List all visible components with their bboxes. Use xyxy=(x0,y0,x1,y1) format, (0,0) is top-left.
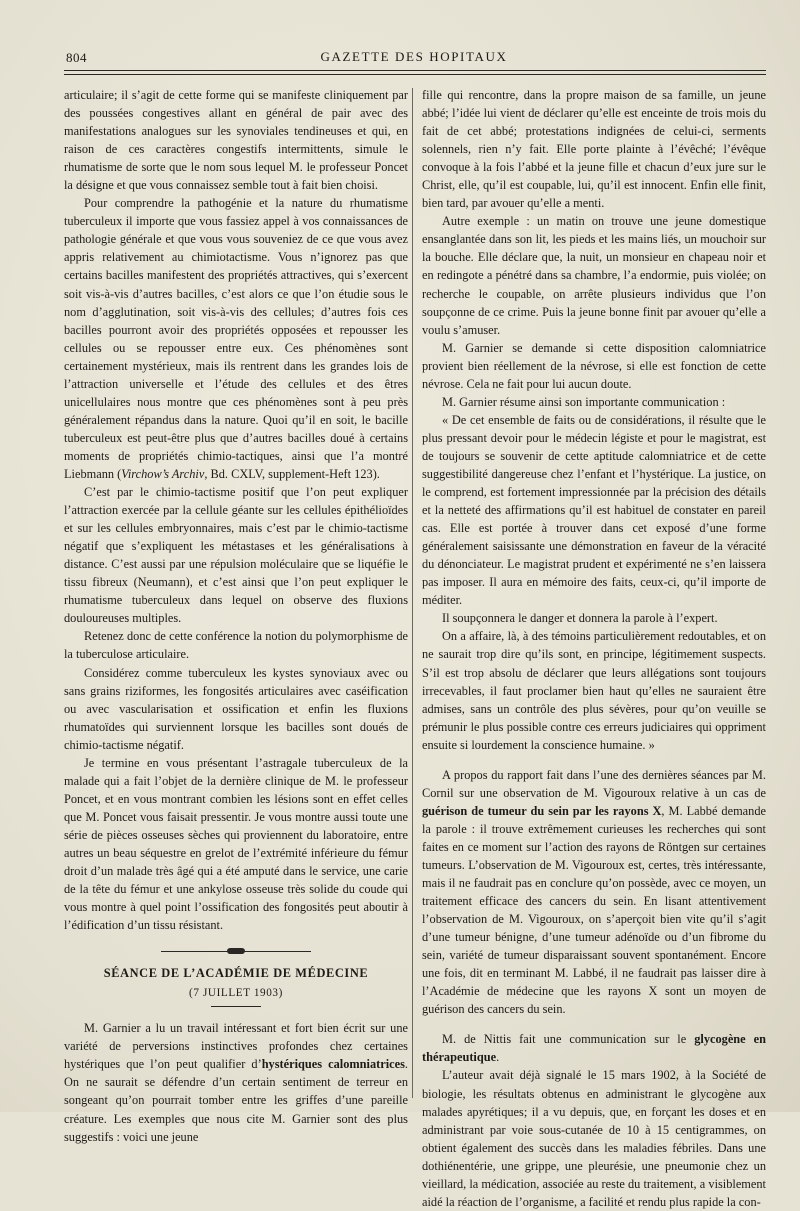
paragraph: fille qui rencontre, dans la propre maison de sa famille, un jeune abbé; l’idée lui vient de déclarer qu’elle est enceinte de trois mois du fait de cet abbé; protestations indignées de celui-ci, serments solennels, rien n’y fait. Elle porte plainte à l’évêché; l’évêque convoque à la fois l’abbé et la jeune fille et chacun d’eux jure sur le Christ, elle, qu’il est coupable, lui, qu’il est innocent. Enfin elle finit, bien tard, par avouer qu’elle a menti. xyxy=(422,88,766,211)
bold-term: hystériques calomniatrices xyxy=(261,1057,405,1072)
paragraph-text: A propos du rapport fait dans l’une des dernières séances par M. Cornil sur une observation de M. Vigouroux relative à un cas de xyxy=(422,767,766,800)
paragraph-text: M. Garnier a lu un travail intéressant et fort bien écrit sur une variété de perversions instinctives profondes chez certaines hystériques que l’on peut qualifier d’ xyxy=(64,1021,408,1072)
section-heading: SÉANCE DE L’ACADÉMIE DE MÉDECINE xyxy=(103,966,369,981)
journal-citation: Virchow’s Archiv xyxy=(121,466,205,481)
paragraph-text: . xyxy=(496,1050,500,1065)
bold-term: glycogène en thérapeutique xyxy=(422,1032,766,1065)
paragraph-text: M. de Nittis fait une communication sur le xyxy=(442,1032,695,1047)
header-double-rule xyxy=(64,70,766,75)
paragraph-gap xyxy=(422,754,766,766)
paragraph: articulaire; il s’agit de cette forme qui se manifeste cliniquement par des poussées congestives allant en général de pair avec des manifestations analogues sur les synoviales tendineuses et qui, en raison de ces caractères congestifs intermittents, simule le rhumatisme de sorte que le nom sous lequel M. le professeur Poncet la désigne et que vous connaissez semble tout à fait bien choisi. xyxy=(64,88,408,193)
paragraph: C’est par le chimio-tactisme positif que l’on peut expliquer l’attraction exercée par la cellule géante sur les cellules épithélioïdes et sur les cellules embryonnaires, mais c’est par le chimio-tactisme négatif que s’expliquent les métastases et les généralisations à distance. C’est aussi par une répulsion moléculaire que se liquéfie le tissu fibreux (Neumann), et c’est ainsi que l’on peut expliquer le rhumatisme tuberculeux dans lequel on observe des fluxions douloureuses multiples. xyxy=(64,485,408,626)
right-column xyxy=(422,86,766,1211)
paragraph-gap xyxy=(422,1018,766,1030)
page-number: 804 xyxy=(66,50,87,65)
small-rule xyxy=(211,1006,261,1007)
paragraph xyxy=(422,766,766,1019)
section-separator xyxy=(161,948,311,954)
paragraph-text: , M. Labbé demande la parole : il trouve extrêmement curieuses les recherches qui sont faites en ce moment sur l’action des rayons de Röntgen sur certaines tumeurs. L’observation de M. Vigouroux est, certes, très intéressante, mais il ne faudrait pas en conclure qu’on possède, avec ce moyen, un traitement efficace des cancers du sein. En lisant attentivement l’observation de M. Vigouroux, on s’aperçoit bien vite qu’il s’agit d’une tumeur bénigne, d’une tumeur adénoïde ou d’un fibrome du sein, variété de tumeur disparaissant souvent spontanément. Encore une fois, dit en terminant M. Labbé, il ne faudrait pas laisser dire à l’Académie de médecine que les rayons X sont un moyen de guérison des cancers du sein. xyxy=(422,803,766,1017)
paragraph xyxy=(422,1030,766,1066)
paragraph-text: , Bd. CXLV, supplement-Heft 123). xyxy=(204,466,380,481)
paragraph xyxy=(64,194,408,483)
paragraph: Retenez donc de cette conférence la notion du polymorphisme de la tuberculose articulaire. xyxy=(64,629,408,662)
paragraph-text: Pour comprendre la pathogénie et la nature du rhumatisme tuberculeux il importe que vous fassiez appel à vos connaissances de pathologie générale et que vous vous souveniez de ce que vous avez appris relativement au chimiotactisme. Vous n’ignorez pas que certains bacilles manifestent des propriétés attractives, qui s’exercent soit vis-à-vis d’autres bacilles, c’est alors ce que l’on étudie sous le nom d’agglutination, soit vis-à-vis des cellules; d’autres fois ces bacilles pourront avoir des propriétés opposées et repousser les cellules ou se repousser entre eux. Ces phénomènes sont certainement mystérieux, mais ils rentrent dans les grandes lois de l’attraction universelle et l’étude des cellules et des êtres unicellulaires nous montre que ces phénomènes sont à peu près généralement répandus dans la nature. Quoi qu’il en soit, le bacille tuberculeux est peut-être plus que d’autres bacilles doué à certains moments de propriétés chimio-tactiques, ainsi que l’a montré Liebmann ( xyxy=(64,196,408,481)
paragraph-text: . On ne saurait se défendre d’un certain sentiment de terreur en songeant qu’on pourrait tomber entre les griffes d’une pareille créature. Les exemples que nous cite M. Garnier sont des plus suggestifs : voici une jeune xyxy=(64,1057,408,1144)
paragraph: L’auteur avait déjà signalé le 15 mars 1902, à la Société de biologie, les résultats obtenus en administrant le glycogène aux malades apyrétiques; il a vu depuis, que, en forçant les doses et en administrant par voie sous-cutanée de 10 à 15 centigrammes, on obtient également des succès dans les maladies fébriles. Dans une dothiénentérie, une grippe, une pleurésie, une pneumonie chez un vieillard, la médication, associée au reste du traitement, a visiblement aidé la réaction de l’organisme, a facilité et rendu plus rapide la con- xyxy=(422,1068,766,1209)
paragraph xyxy=(64,1019,408,1145)
quotation: On a affaire, là, à des témoins particulièrement redoutables, et on ne saurait trop dire qu’ils sont, en principe, légitimement suspects. S’il est trop absolu de déclarer que leurs allégations sont toujours irrecevables, il faut proclamer bien haut qu’elles ne sauraient être admises, sans un contrôle des plus sévères, pour qu’on veuille se prémunir le plus possible contre ces erreurs judiciaires qui oppriment ensuite si lourdement la conscience humaine. » xyxy=(422,629,766,752)
paragraph: M. Garnier se demande si cette disposition calomniatrice provient bien réellement de la névrose, si elle est fonction de cette névrose. Cela ne fait pour lui aucun doute. xyxy=(422,340,766,391)
quotation: « De cet ensemble de faits ou de considérations, il résulte que le plus pressant devoir pour le médecin légiste et pour le magistrat, est de toujours se souvenir de cette aptitude calomniatrice et de cette suggestibilité dangereuse chez l’enfant et l’hystérique. La justice, on le comprend, est fortement impressionnée par la précision des détails et la netteté des affirmations qu’il est habituel de constater en pareil cas. Elle est portée à trouver dans cet exposé d’une forme généralement saisissante une démonstration en faveur de la véracité du dénonciateur. Le magistrat prudent et expérimenté ne s’en laissera pas imposer. Il aura en mémoire des faits, ceux-ci, qu’il importe de méditer. xyxy=(422,412,766,608)
column-divider xyxy=(412,88,413,1098)
paragraph: Je termine en vous présentant l’astragale tuberculeux de la malade qui a fait l’objet de la dernière clinique de M. le professeur Poncet, et en vous montrant combien les lésions sont en effet celles que M. Poncet vous faisait pressentir. Je vous montre aussi toute une série de pièces osseuses sèches qui proviennent du laboratoire, entre autres un beau séquestre en grelot de l’extrémité inférieure du fémur droit d’un malade très âgé qui a été amputé dans le service, une carie de la tête du fémur et une ankylose osseuse très solide du coude qui vous montre à quel point l’ossification des fongosités peut aboutir à l’édification d’un tissu résistant. xyxy=(64,755,408,933)
left-column xyxy=(64,86,408,1146)
paragraph: M. Garnier résume ainsi son importante communication : xyxy=(442,394,726,409)
quotation: Il soupçonnera le danger et donnera la parole à l’expert. xyxy=(442,611,718,626)
section-date: (7 JUILLET 1903) xyxy=(189,987,283,1000)
paragraph: Considérez comme tuberculeux les kystes synoviaux avec ou sans grains riziformes, les fongosités articulaires avec caséification ou avec vascularisation et ossification et enfin les fluxions rhumatoïdes qui surviennent lorsque les bacilles sont doués de chimio-tactisme négatif. xyxy=(64,665,408,752)
paragraph: Autre exemple : un matin on trouve une jeune domestique ensanglantée dans son lit, les pieds et les mains liés, un mouchoir sur la bouche. Elle déclare que, la nuit, un monsieur en chapeau noir et en redingote a pénétré dans sa chambre, l’a endormie, puis violée; on recherche le coupable, on arrête plusieurs individus que l’on soupçonne de ce crime. Puis la jeune bonne finit par avouer qu’elle a voulu s’amuser. xyxy=(422,214,766,337)
page-header xyxy=(62,48,766,68)
running-title: GAZETTE DES HOPITAUX xyxy=(320,49,508,64)
bold-term: guérison de tumeur du sein par les rayons X xyxy=(422,803,662,818)
